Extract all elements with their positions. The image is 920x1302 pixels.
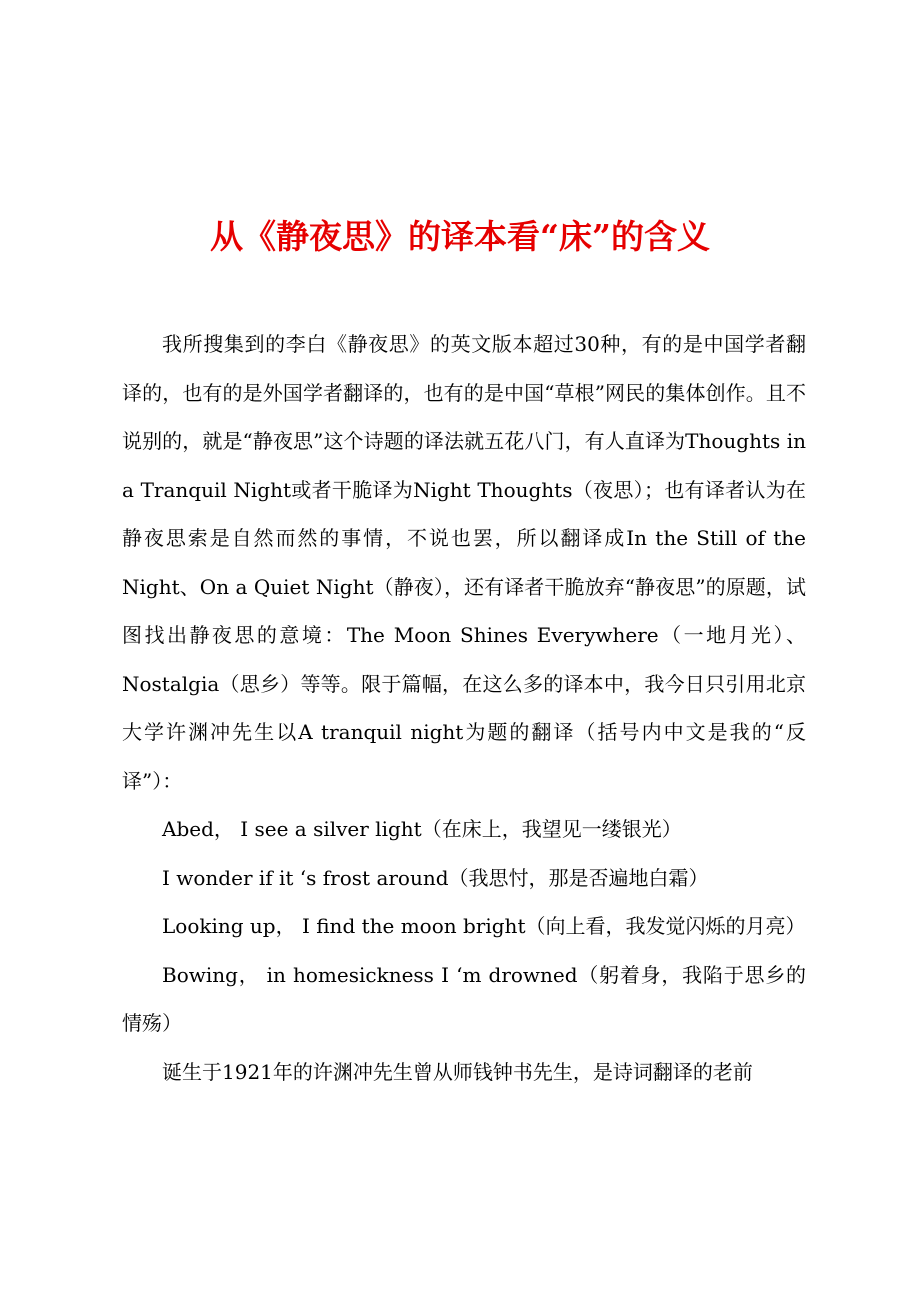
translation-line-4: Bowing， in homesickness I ‘m drowned（躬着身，我陷于思乡的情殇） xyxy=(122,962,806,1035)
translation-line-3: Looking up， I find the moon bright（向上看，我发觉闪烁的月亮） xyxy=(162,914,806,938)
closing-paragraph: 诞生于1921年的许渊冲先生曾从师钱钟书先生，是诗词翻译的老前 xyxy=(162,1059,753,1084)
translation-line-1: Abed， I see a silver light（在床上，我望见一缕银光） xyxy=(162,817,682,841)
intro-paragraph: 我所搜集到的李白《静夜思》的英文版本超过30种，有的是中国学者翻译的，也有的是外国学者翻译的，也有的是中国“草根”网民的集体创作。且不说别的，就是“静夜思”这个诗题的译法就五花八门，有人直译为Thoughts in a Tranquil Night或者干脆译为Night Thoughts（夜思）；也有译者认为在静夜思索是自然而然的事情，不说也罢，所以翻译成In the Still of the Night、On a Quiet Night（静夜），还有译者干脆放弃“静夜思”的原题，试图找出静夜思的意境：The Moon Shines Everywhere（一地月光）、Nostalgia（思乡）等等。限于篇幅，在这么多的译本中，我今日只引用北京大学许渊冲先生以A tranquil night为题的翻译（括号内中文是我的“反译”）： xyxy=(122,332,806,793)
translation-line-2: I wonder if it ‘s frost around（我思忖，那是否遍地白霜） xyxy=(162,865,709,890)
document-body xyxy=(122,320,806,1096)
document-title: 从《静夜思》的译本看“床”的含义 xyxy=(210,217,710,257)
